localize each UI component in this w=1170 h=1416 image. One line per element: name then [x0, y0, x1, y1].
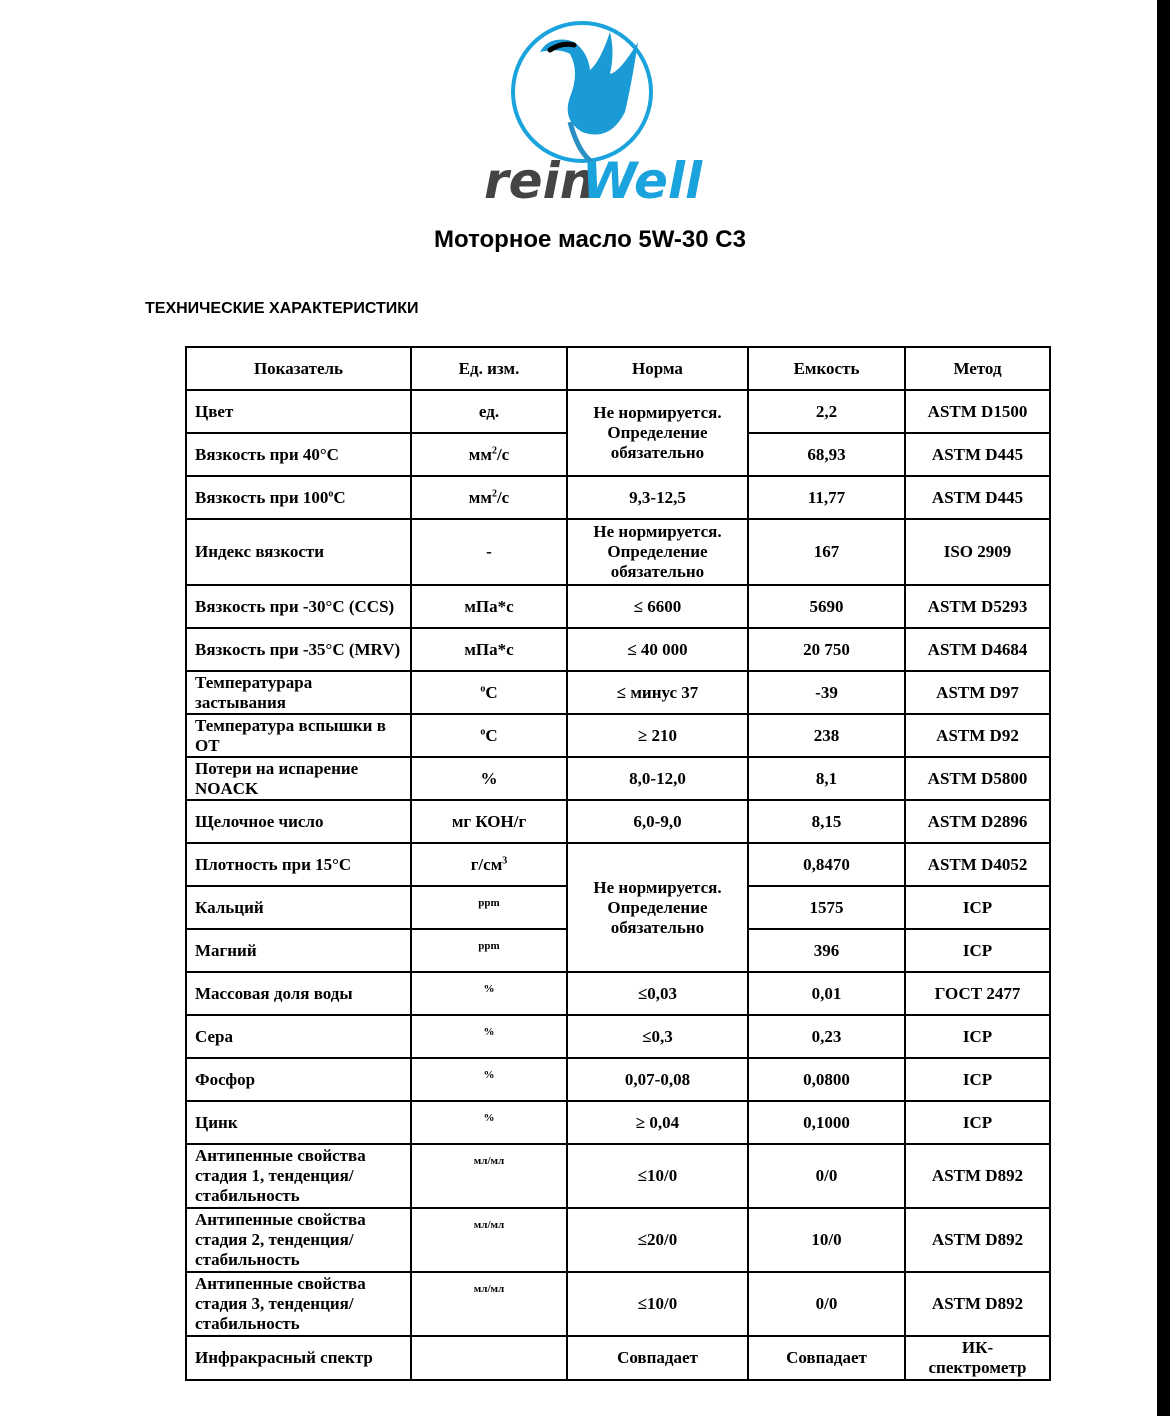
param-unit: мг КОН/г — [411, 800, 567, 843]
table-row — [186, 972, 1050, 1015]
param-method: ГОСТ 2477 — [905, 972, 1050, 1015]
param-method: ASTM D445 — [905, 476, 1050, 519]
param-value: -39 — [748, 671, 905, 714]
param-method: ASTM D4684 — [905, 628, 1050, 671]
table-row — [186, 671, 1050, 714]
param-value: 167 — [748, 519, 905, 585]
param-unit: ppm — [411, 929, 567, 972]
table-row — [186, 843, 1050, 886]
param-unit: % — [411, 1058, 567, 1101]
table-row — [186, 585, 1050, 628]
param-norm: 6,0-9,0 — [567, 800, 748, 843]
param-method: ASTM D5293 — [905, 585, 1050, 628]
param-norm: ≤0,3 — [567, 1015, 748, 1058]
param-name: Потери на испарение NOACK — [186, 757, 411, 800]
param-name: Фосфор — [186, 1058, 411, 1101]
reinwell-logo — [470, 12, 710, 217]
param-name: Температурара застывания — [186, 671, 411, 714]
param-norm: ≤ 40 000 — [567, 628, 748, 671]
param-value: 11,77 — [748, 476, 905, 519]
param-method: ASTM D97 — [905, 671, 1050, 714]
param-value: 68,93 — [748, 433, 905, 476]
section-title: ТЕХНИЧЕСКИЕ ХАРАКТЕРИСТИКИ — [145, 300, 419, 317]
table-header-row — [186, 347, 1050, 390]
param-unit: мл/мл — [411, 1144, 567, 1208]
param-method: ICP — [905, 1015, 1050, 1058]
param-unit: - — [411, 519, 567, 585]
param-value: 396 — [748, 929, 905, 972]
header-cell: Показатель — [186, 347, 411, 390]
param-method: ICP — [905, 929, 1050, 972]
param-name: Кальций — [186, 886, 411, 929]
param-unit: $мм^2/с$ — [411, 476, 567, 519]
param-value: 0,0800 — [748, 1058, 905, 1101]
svg-text:rein: rein — [484, 152, 596, 210]
spec-table — [185, 346, 1051, 1381]
param-norm: ≤ 6600 — [567, 585, 748, 628]
param-norm: Не нормируется. Определение обязательно — [567, 843, 748, 972]
param-name: Цвет — [186, 390, 411, 433]
header-cell: Норма — [567, 347, 748, 390]
param-norm: Совпадает — [567, 1336, 748, 1380]
param-value: 0/0 — [748, 1144, 905, 1208]
param-method: ASTM D892 — [905, 1208, 1050, 1272]
param-unit: % — [411, 972, 567, 1015]
param-value: 10/0 — [748, 1208, 905, 1272]
param-norm: ≤0,03 — [567, 972, 748, 1015]
param-name: Щелочное число — [186, 800, 411, 843]
param-name: Вязкость при -30°С (CCS) — [186, 585, 411, 628]
param-unit — [411, 1336, 567, 1380]
param-value: 0,1000 — [748, 1101, 905, 1144]
param-unit: ppm — [411, 886, 567, 929]
table-row — [186, 1272, 1050, 1336]
table-row — [186, 800, 1050, 843]
param-method: ASTM D5800 — [905, 757, 1050, 800]
param-value: 8,1 — [748, 757, 905, 800]
param-norm: 9,3-12,5 — [567, 476, 748, 519]
param-method: ASTM D1500 — [905, 390, 1050, 433]
param-unit: мл/мл — [411, 1208, 567, 1272]
table-row — [186, 476, 1050, 519]
param-name: Вязкость при -35°С (MRV) — [186, 628, 411, 671]
param-unit: $^о$С — [411, 714, 567, 757]
param-name: Вязкость при $100^оС$ — [186, 476, 411, 519]
param-norm: ≤10/0 — [567, 1144, 748, 1208]
param-method: ASTM D892 — [905, 1272, 1050, 1336]
param-name: Вязкость при 40°С — [186, 433, 411, 476]
param-method: ASTM D92 — [905, 714, 1050, 757]
param-norm: ≤20/0 — [567, 1208, 748, 1272]
param-unit: $^о$С — [411, 671, 567, 714]
param-norm: Не нормируется. Определение обязательно — [567, 390, 748, 476]
param-norm: ≥ 210 — [567, 714, 748, 757]
param-name: Антипенные свойства стадия 3, тенденция/стабильность — [186, 1272, 411, 1336]
header-cell: Ед. изм. — [411, 347, 567, 390]
param-norm: 8,0-12,0 — [567, 757, 748, 800]
param-unit: % — [411, 1101, 567, 1144]
param-unit: мл/мл — [411, 1272, 567, 1336]
param-norm: Не нормируется. Определение обязательно — [567, 519, 748, 585]
param-norm: ≤ минус 37 — [567, 671, 748, 714]
param-name: Антипенные свойства стадия 1, тенденция/стабильность — [186, 1144, 411, 1208]
param-value: 5690 — [748, 585, 905, 628]
param-name: Плотность при 15°С — [186, 843, 411, 886]
param-norm: ≥ 0,04 — [567, 1101, 748, 1144]
table-row — [186, 1101, 1050, 1144]
param-name: Инфракрасный спектр — [186, 1336, 411, 1380]
param-name: Сера — [186, 1015, 411, 1058]
param-norm: ≤10/0 — [567, 1272, 748, 1336]
param-unit: $мм^2/с$ — [411, 433, 567, 476]
param-name: Массовая доля воды — [186, 972, 411, 1015]
param-value: 20 750 — [748, 628, 905, 671]
param-value: Совпадает — [748, 1336, 905, 1380]
param-value: 1575 — [748, 886, 905, 929]
param-name: Индекс вязкости — [186, 519, 411, 585]
param-method: ISO 2909 — [905, 519, 1050, 585]
table-row — [186, 757, 1050, 800]
param-name: Магний — [186, 929, 411, 972]
param-value: 8,15 — [748, 800, 905, 843]
param-name: Антипенные свойства стадия 2, тенденция/стабильность — [186, 1208, 411, 1272]
param-unit: $г/см^3$ — [411, 843, 567, 886]
header-cell: Емкость — [748, 347, 905, 390]
table-row — [186, 519, 1050, 585]
param-value: 238 — [748, 714, 905, 757]
param-name: Температура вспышки в ОТ — [186, 714, 411, 757]
param-value: 0,01 — [748, 972, 905, 1015]
param-unit: % — [411, 1015, 567, 1058]
param-value: 0,8470 — [748, 843, 905, 886]
table-row — [186, 1144, 1050, 1208]
param-method: ASTM D4052 — [905, 843, 1050, 886]
param-method: ICP — [905, 886, 1050, 929]
param-name: Цинк — [186, 1101, 411, 1144]
table-row — [186, 714, 1050, 757]
param-unit: мПа*с — [411, 585, 567, 628]
param-method: ICP — [905, 1058, 1050, 1101]
table-row — [186, 1058, 1050, 1101]
param-value: 2,2 — [748, 390, 905, 433]
page-edge-bar — [1157, 0, 1170, 1416]
document-title: Моторное масло 5W-30 C3 — [434, 226, 746, 253]
param-unit: ед. — [411, 390, 567, 433]
param-value: 0,23 — [748, 1015, 905, 1058]
table-row — [186, 1208, 1050, 1272]
param-method: ИК-спектрометр — [905, 1336, 1050, 1380]
table-row — [186, 1015, 1050, 1058]
param-value: 0/0 — [748, 1272, 905, 1336]
header-cell: Метод — [905, 347, 1050, 390]
param-unit: мПа*с — [411, 628, 567, 671]
param-norm: 0,07-0,08 — [567, 1058, 748, 1101]
param-method: ASTM D2896 — [905, 800, 1050, 843]
param-method: ASTM D445 — [905, 433, 1050, 476]
table-row — [186, 390, 1050, 433]
table-row — [186, 1336, 1050, 1380]
svg-text:Well: Well — [582, 152, 703, 210]
param-method: ASTM D892 — [905, 1144, 1050, 1208]
param-unit: % — [411, 757, 567, 800]
table-row — [186, 628, 1050, 671]
param-method: ICP — [905, 1101, 1050, 1144]
